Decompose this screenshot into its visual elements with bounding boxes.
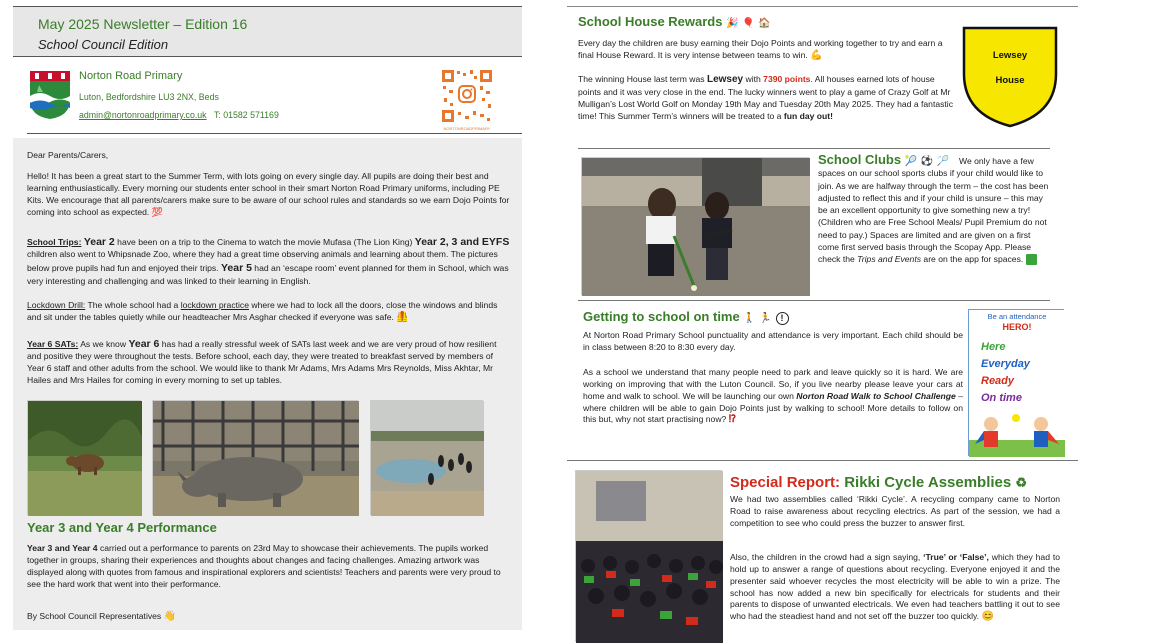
rikki-heading-red: Special Report: bbox=[730, 474, 841, 491]
rikki-p1: We had two assemblies called ‘Rikki Cycle’. A recycling company came to Norton Road to raise awareness about recycling electrics. As part of the session, we had a competition to see who could press the buzzer to answer first. bbox=[730, 494, 1060, 528]
zoo-penguins-photo bbox=[370, 400, 483, 515]
year6-label: Year 6 bbox=[128, 338, 160, 350]
house-rewards-heading-text: School House Rewards bbox=[578, 14, 723, 29]
smiling-face-icon: 😊 bbox=[981, 611, 994, 623]
sats-label: Year 6 SATs: bbox=[27, 339, 79, 349]
trips-text-2: children also went to Whipsnade Zoo, where they had a great time observing animals and learning about them. The pictures below prove pupils had fun and enjoyed their trips. bbox=[27, 249, 498, 274]
winning-house-points: 7390 points bbox=[763, 74, 811, 84]
letter-greeting: Dear Parents/Carers, bbox=[27, 150, 109, 160]
shield-line1: Lewsey bbox=[992, 50, 1028, 61]
walk-to-school-challenge: Norton Road Walk to School Challenge bbox=[796, 390, 956, 401]
poster-everyday: Everyday bbox=[981, 358, 1030, 370]
poster-hero: HERO! bbox=[1002, 322, 1032, 332]
getting-p2c: – where children will be able to gain Dojo Points just by walking to school! More details to follow on this but, why not start practising now? bbox=[583, 390, 963, 425]
zoo-rhino-photo bbox=[152, 400, 358, 515]
question-exclamation-icon: ⁉ bbox=[728, 414, 737, 426]
year23-eyfs-label: Year 2, 3 and EYFS bbox=[414, 236, 510, 248]
party-popper-icon: 🎉 bbox=[726, 18, 739, 29]
school-trips-paragraph bbox=[27, 235, 512, 288]
football-icon: ⚽ bbox=[920, 156, 934, 167]
rikki-cycle-assembly-photo bbox=[575, 470, 722, 642]
lockdown-text-1: The whole school had a bbox=[85, 300, 181, 310]
qr-caption: NORTONROADPRIMARY bbox=[443, 126, 491, 131]
walking-person-icon: 🚶 bbox=[743, 313, 756, 324]
performance-text: carried out a performance to parents on 23rd May to showcase their achievements. The pupils worked together in groups, sharing their experiences and thoughts about changes and facing challenges. Amazing artwork was displayed along with quotes from famous and inspirational explorers and scientists! Teachers and parents were very proud to see the hard work that went into their performance. bbox=[27, 543, 501, 589]
header-divider bbox=[27, 133, 522, 134]
sats-text-2: has had a really stressful week of SATs last week and we are very proud of how resilient and positive they were throughout the tests. Before school, each day, they were treated to breakfast served by members of Year 6 staff and other adults from the school. We would like to thank Mr Adams, Mrs Adams Mrs Reynolds, Miss Akhtar, Mr Hailes and Mrs Hailes for coming in every morning to set up tables. bbox=[27, 339, 497, 386]
flexed-biceps-icon: 💪 bbox=[810, 49, 823, 61]
poster-ready: Ready bbox=[981, 375, 1015, 387]
school-phone: T: 01582 571169 bbox=[213, 110, 279, 120]
poster-here: Here bbox=[981, 341, 1006, 353]
school-name: Norton Road Primary bbox=[79, 70, 183, 82]
winning-house-name: Lewsey bbox=[706, 74, 744, 85]
rule-3 bbox=[567, 460, 1078, 461]
school-contact bbox=[79, 109, 279, 121]
trips-text-3: had an ‘escape room’ event planned for them in School, which was very interesting and challenging and was linked to their learning in English. bbox=[27, 263, 509, 286]
house-rewards-heading bbox=[578, 13, 771, 31]
sats-paragraph bbox=[27, 337, 512, 387]
balloon-icon: 🎈 bbox=[742, 18, 755, 29]
house-rewards-p2c: . All houses earned lots of house points and it was very close in the end. The lucky winners went to play a game of Crazy Golf at Mr Mulligan’s Lost World Golf on Monday 19th May and Tuesday 20th May 2025. They had a fantastic time! This Summer Term’s winners will be treated to a bbox=[578, 74, 954, 121]
right-page-top-rule bbox=[567, 6, 1078, 7]
getting-p2a: As a school we understand that many people need to park and leave quickly so it is hard. We are working on improving that with the Luton Council. So, if you live nearby please leave your cars at home and walk to school. We will be launching our own bbox=[583, 367, 963, 401]
lockdown-paragraph bbox=[27, 300, 512, 324]
zoo-bear-photo bbox=[27, 400, 141, 515]
performance-paragraph bbox=[27, 543, 512, 590]
year5-label: Year 5 bbox=[220, 262, 252, 275]
fun-day-out: fun day out! bbox=[783, 110, 834, 121]
lockdown-practice-link: lockdown practice bbox=[180, 300, 249, 310]
performance-years-label: Year 3 and Year 4 bbox=[27, 543, 98, 553]
sats-text-1: As we know bbox=[78, 339, 129, 349]
vest-emoji-icon: 🦺 bbox=[396, 311, 409, 323]
lockdown-label: Lockdown Drill: bbox=[27, 300, 86, 310]
getting-to-school-heading-text: Getting to school on time bbox=[583, 309, 740, 324]
house-rewards-p2b: with bbox=[743, 74, 764, 84]
school-clubs-body2: are on the app for spaces. bbox=[921, 254, 1024, 265]
school-crest-logo bbox=[29, 70, 71, 120]
poster-top-line: Be an attendance bbox=[987, 312, 1047, 321]
getting-p1: At Norton Road Primary School punctuality and attendance is very important. Each child should be in class between 8:20 to 8:30 every day. bbox=[583, 330, 963, 352]
school-clubs-text bbox=[818, 155, 1174, 266]
rikki-heading-green: Rikki Cycle Assemblies bbox=[840, 474, 1012, 491]
school-clubs-heading-text: School Clubs bbox=[818, 152, 902, 167]
tennis-ball-icon: 🎾 bbox=[904, 156, 918, 167]
exclamation-circle-icon: ! bbox=[776, 312, 789, 325]
house-rewards-p1-text: Every day the children are busy earning their Dojo Points and working together to try and earn a final House Reward. It is very intense between teams to win. bbox=[578, 38, 943, 60]
newsletter-subtitle: School Council Edition bbox=[38, 37, 169, 52]
trips-and-events: Trips and Events bbox=[857, 254, 922, 265]
school-email-link[interactable]: admin@nortonroadprimary.co.uk bbox=[79, 110, 207, 120]
intro-text: Hello! It has been a great start to the Summer Term, with lots going on every single day. All pupils are doing their best and learning enthusiastically. Every morning our students enter school in their smart Norton Road Primary uniforms, including PE Kits. We encourage that all parents/carers make sure to be aware of our school rules and standards so we earn Dojo Points for coming into school as expected. bbox=[27, 171, 510, 217]
recycling-icon: ♻ bbox=[1015, 475, 1028, 490]
waving-hand-emoji-icon: 👋 bbox=[163, 611, 177, 622]
rikki-p2 bbox=[730, 552, 1060, 623]
school-address: Luton, Bedfordshire LU3 2NX, Beds bbox=[79, 92, 219, 102]
house-rewards-p2a: The winning House last term was bbox=[578, 74, 707, 84]
check-mark-icon: ✓ bbox=[1026, 254, 1037, 265]
letter-intro bbox=[27, 171, 512, 218]
house-rewards-p2 bbox=[578, 73, 956, 122]
house-rewards-p1 bbox=[578, 38, 950, 62]
newsletter-title: May 2025 Newsletter – Edition 16 bbox=[38, 16, 248, 32]
instagram-qr-code[interactable] bbox=[440, 68, 494, 132]
badminton-icon: 🏸 bbox=[936, 156, 950, 167]
year2-label: Year 2 bbox=[83, 236, 115, 248]
rule-1 bbox=[578, 148, 1050, 149]
getting-p2 bbox=[583, 367, 963, 426]
true-or-false: ‘True’ or ‘False’, bbox=[923, 552, 989, 562]
poster-heroes-illustration bbox=[969, 410, 1065, 457]
house-icon: 🏠 bbox=[758, 18, 771, 29]
getting-to-school-heading bbox=[583, 308, 789, 326]
school-clubs-body: We only have a few spaces on our school sports clubs if your child would like to join. As we are halfway through the term – the cost has been adjusted to reflect this and if your child is unsure – this may be an excellent opportunity to give something new a try! (Children who are Free School Meals/ Pupil Premium do not need to pay.) Spaces are limited and are given on a first come first served basis through the Scopay App. Please check the bbox=[818, 156, 1049, 265]
rule-2 bbox=[578, 300, 1050, 301]
poster-on-time: On time bbox=[981, 392, 1022, 404]
trips-text-1: have been on a trip to the Cinema to watch the movie Mufasa (The Lion King) bbox=[114, 237, 415, 247]
running-person-icon: 🏃 bbox=[759, 313, 772, 324]
performance-heading: Year 3 and Year 4 Performance bbox=[27, 520, 217, 535]
hundred-points-emoji-icon: 💯 bbox=[151, 206, 163, 217]
school-trips-label: School Trips: bbox=[27, 237, 82, 247]
rikki-p2a: Also, the children in the crowd had a sign saying, bbox=[730, 552, 924, 562]
hockey-club-photo bbox=[581, 157, 809, 295]
rikki-p2c: which they had to hold up to answer a range of questions about recycling. Everyone enjoyed it and the presenter said whoever recycles the most electricity will be able to win a prize. The school has now added a new bin specifically for electricals for students and their parents to dispose of unwanted electricals. We even had teachers battling it out to see who had the steadiest hand and not set off the buzzer too quickly. bbox=[730, 552, 1060, 622]
signoff-text: By School Council Representatives bbox=[27, 611, 162, 621]
signoff bbox=[27, 611, 512, 623]
attendance-hero-poster bbox=[968, 309, 1064, 456]
rikki-heading bbox=[730, 473, 1027, 494]
shield-line2: House bbox=[995, 75, 1025, 86]
lockdown-text-2: where we had to lock all the doors, close the windows and blinds and sit under the tables quietly while our headteacher Mrs Asghar checked if everyone was safe. bbox=[27, 300, 498, 322]
